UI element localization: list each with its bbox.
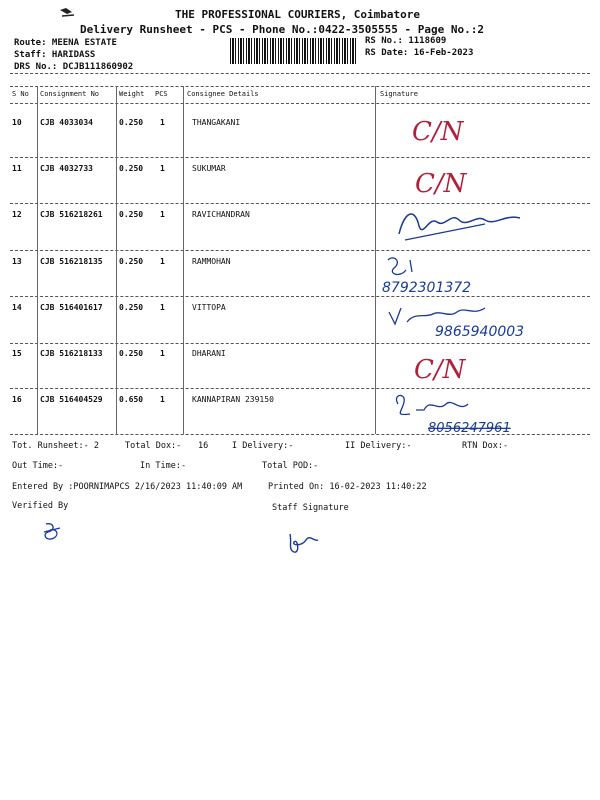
row-consignment: CJB 516404529: [40, 395, 103, 404]
row-sno: 12: [12, 210, 22, 219]
company-name: THE PROFESSIONAL COURIERS, Coimbatore: [175, 8, 421, 21]
row-consignment: CJB 516218135: [40, 257, 103, 266]
row-weight: 0.250: [119, 349, 144, 358]
divider: [10, 73, 590, 74]
row-weight: 0.250: [119, 210, 144, 219]
handwritten-signature-cn: [400, 346, 510, 388]
handwritten-signature-phone: [380, 252, 520, 298]
signature-text: 9865940003: [435, 324, 525, 340]
rs-number: RS No.: 1118609: [365, 36, 447, 46]
handwritten-signature-cn: [400, 108, 510, 154]
rs-date: RS Date: 16-Feb-2023: [365, 48, 474, 58]
divider: [10, 250, 590, 251]
row-consignee: SUKUMAR: [192, 164, 226, 173]
verified-signature: [40, 520, 64, 544]
row-consignment: CJB 516401617: [40, 303, 103, 312]
signature-text: C/N: [412, 117, 464, 147]
row-weight: 0.250: [119, 164, 144, 173]
column-rule: [116, 86, 117, 434]
i-delivery: I Delivery:-: [232, 441, 294, 451]
signature-text: 8792301372: [382, 280, 472, 296]
total-dox-value: 16: [198, 441, 209, 451]
signature-text: C/N: [415, 169, 467, 199]
handwritten-signature-phone: [390, 390, 530, 436]
runsheet-title: Delivery Runsheet - PCS - Phone No.:0422-3505555 - Page No.:2: [80, 23, 484, 36]
row-consignee: RAVICHANDRAN: [192, 210, 250, 219]
column-rule: [375, 86, 376, 434]
row-pcs: 1: [160, 118, 165, 127]
row-pcs: 1: [160, 303, 165, 312]
in-time: In Time:-: [140, 461, 187, 471]
col-header-consignee: Consignee Details: [187, 90, 259, 98]
row-pcs: 1: [160, 349, 165, 358]
total-pod: Total POD:-: [262, 461, 319, 471]
tot-runsheet: Tot. Runsheet:- 2: [12, 441, 99, 451]
row-sno: 10: [12, 118, 22, 127]
divider: [10, 86, 590, 87]
route-label: Route: MEENA ESTATE: [14, 38, 117, 48]
row-consignee: THANGAKANI: [192, 118, 241, 127]
row-weight: 0.250: [119, 257, 144, 266]
signature-text: 8056247961: [428, 421, 511, 436]
ii-delivery: II Delivery:-: [345, 441, 412, 451]
row-consignee: DHARANI: [192, 349, 226, 358]
row-sno: 16: [12, 395, 22, 404]
rtn-dox: RTN Dox:-: [462, 441, 509, 451]
entered-by: Entered By :POORNIMAPCS 2/16/2023 11:40:09 AM: [12, 482, 243, 492]
staff-signature-label: Staff Signature: [272, 503, 349, 513]
row-pcs: 1: [160, 210, 165, 219]
row-consignment: CJB 516218261: [40, 210, 103, 219]
col-header-weight: Weight: [119, 90, 145, 98]
signature-text: C/N: [414, 355, 466, 385]
company-logo-icon: [58, 6, 76, 20]
row-weight: 0.650: [119, 395, 144, 404]
row-pcs: 1: [160, 395, 165, 404]
column-rule: [37, 86, 38, 434]
row-weight: 0.250: [119, 303, 144, 312]
barcode: [230, 38, 358, 64]
divider: [10, 157, 590, 158]
col-header-sno: S No: [12, 90, 29, 98]
row-sno: 14: [12, 303, 22, 312]
row-sno: 13: [12, 257, 22, 266]
total-dox-label: Total Dox:-: [125, 441, 182, 451]
drs-number: DRS No.: DCJB111860902: [14, 62, 134, 72]
staff-signature: [286, 528, 320, 556]
handwritten-signature-cn: [405, 160, 515, 204]
verified-by: Verified By: [12, 501, 69, 511]
row-consignee: KANNAPIRAN 239150: [192, 395, 274, 404]
row-sno: 15: [12, 349, 22, 358]
row-weight: 0.250: [119, 118, 144, 127]
divider: [10, 388, 590, 389]
col-header-consignment: Consignment No: [40, 90, 100, 98]
row-consignee: VITTOPA: [192, 303, 226, 312]
handwritten-signature: [385, 200, 535, 250]
divider: [10, 103, 590, 104]
row-pcs: 1: [160, 257, 165, 266]
row-consignee: RAMMOHAN: [192, 257, 231, 266]
staff-label: Staff: HARIDASS: [14, 50, 96, 60]
row-consignment: CJB 516218133: [40, 349, 103, 358]
column-rule: [183, 86, 184, 434]
out-time: Out Time:-: [12, 461, 64, 471]
handwritten-signature-phone: [385, 298, 565, 344]
col-header-pcs: PCS: [155, 90, 168, 98]
row-pcs: 1: [160, 164, 165, 173]
row-sno: 11: [12, 164, 22, 173]
row-consignment: CJB 4032733: [40, 164, 93, 173]
col-header-signature: Signature: [380, 90, 418, 98]
printed-on: Printed On: 16-02-2023 11:40:22: [268, 482, 427, 492]
row-consignment: CJB 4033034: [40, 118, 93, 127]
